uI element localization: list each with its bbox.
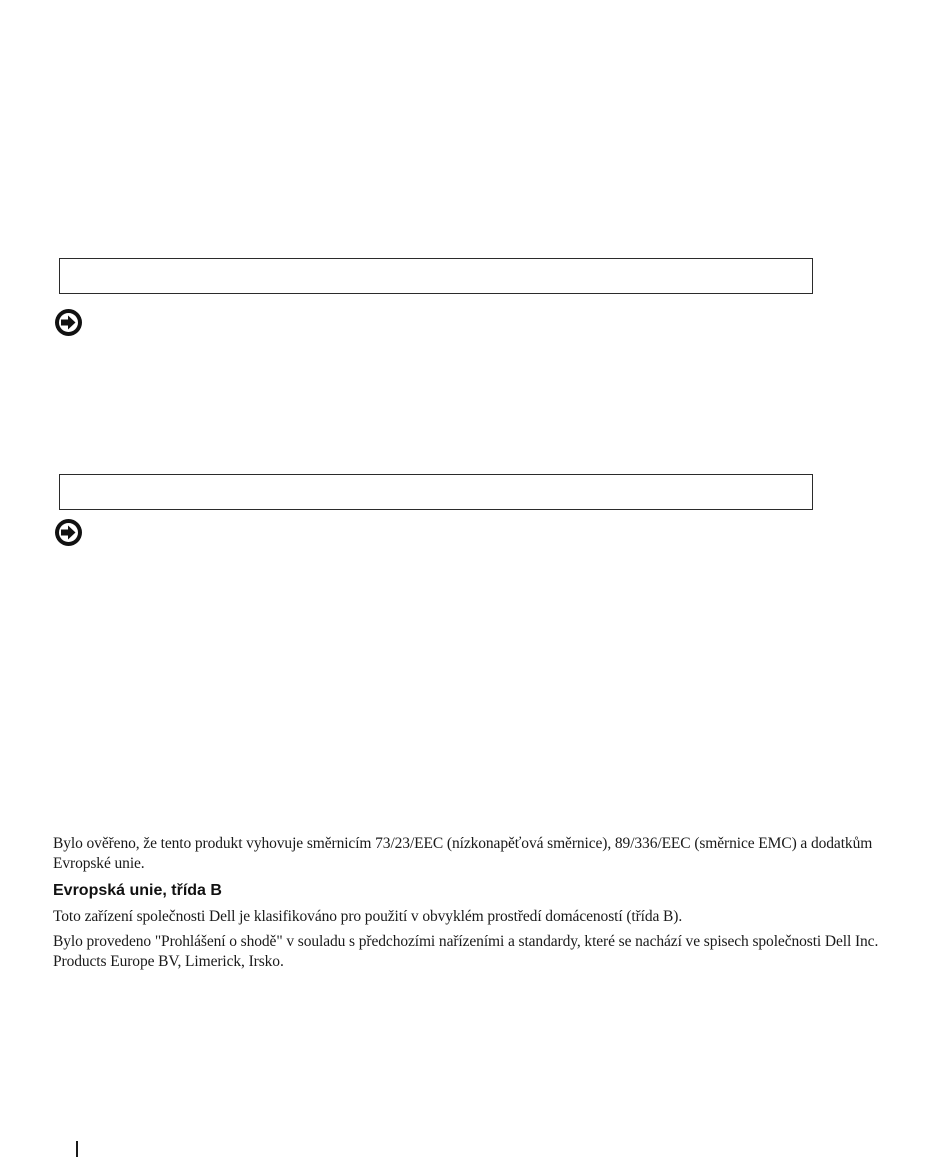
section-heading: Evropská unie, třída B (53, 882, 222, 899)
notice-frame-1 (59, 258, 813, 294)
notice-arrow-icon (54, 308, 83, 337)
notice-frame-2 (59, 474, 813, 510)
page-margin-rule (76, 1141, 78, 1157)
compliance-paragraph: Bylo ověřeno, že tento produkt vyhovuje směrnicím 73/23/EEC (nízkonapěťová směrnice), 89/336/EEC (směrnice EMC) a dodatkům Evropské unie. (53, 835, 873, 872)
class-b-paragraph: Toto zařízení společnosti Dell je klasifikováno pro použití v obvyklém prostředí domáceností (třída B). (53, 908, 683, 925)
notice-arrow-icon (54, 518, 83, 547)
declaration-paragraph: Bylo provedeno "Prohlášení o shodě" v souladu s předchozími nařízeními a standardy, které se nachází ve spisech společnosti Dell Inc. Products Europe BV, Limerick, Irsko. (53, 933, 879, 970)
